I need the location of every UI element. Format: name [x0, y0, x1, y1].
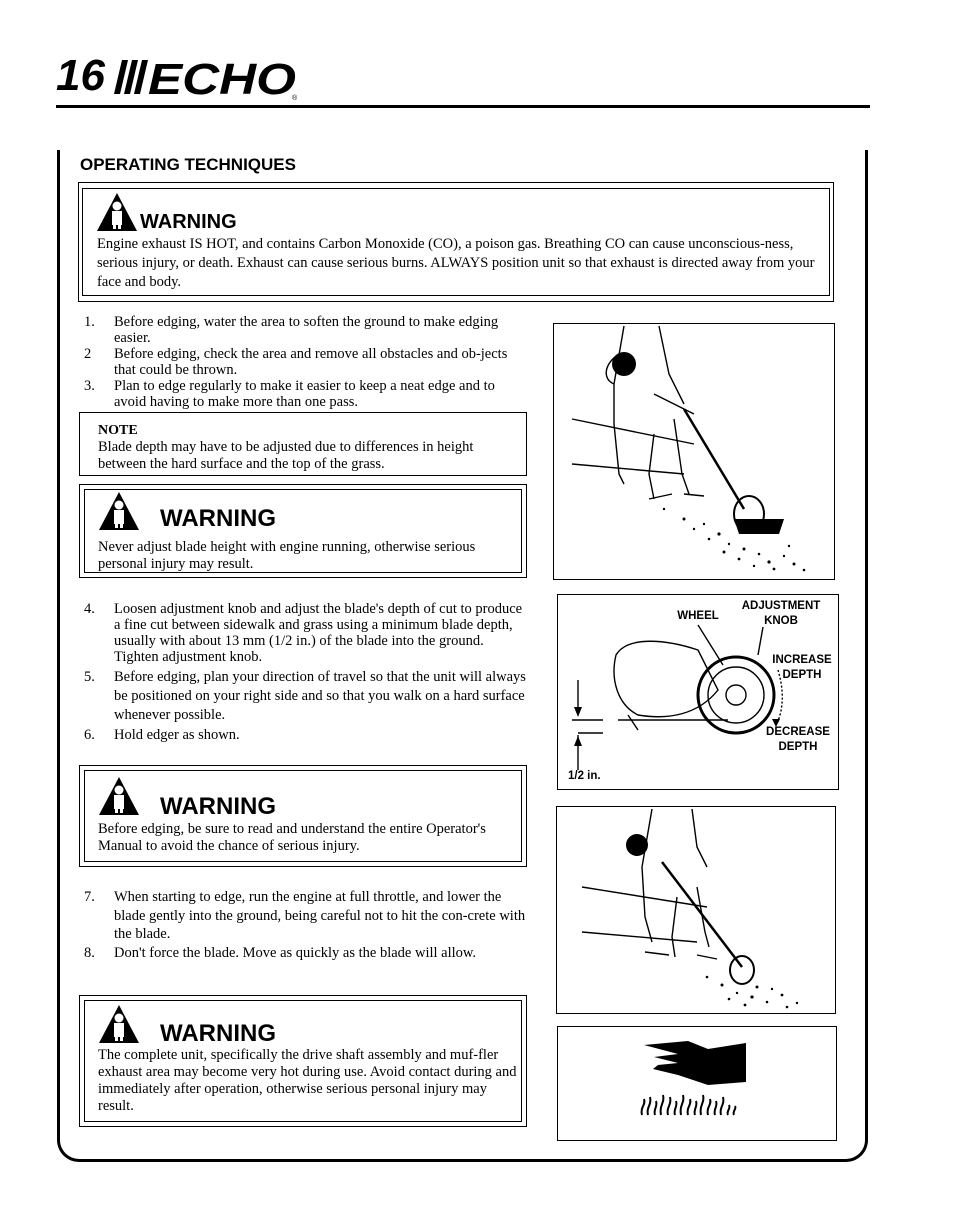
- label-decrease-2: DEPTH: [778, 741, 818, 753]
- figure-depth-adjustment: [557, 594, 839, 790]
- section-title: OPERATING TECHNIQUES: [80, 155, 296, 174]
- warning-box-blade-height: [79, 484, 527, 578]
- svg-text:®: ®: [292, 95, 298, 102]
- label-wheel: WHEEL: [677, 610, 719, 622]
- warning-icon: [98, 491, 140, 536]
- warning-title: WARNING: [140, 211, 237, 233]
- steps-list-1: [84, 314, 530, 410]
- warning-icon: [98, 1004, 140, 1049]
- label-decrease-1: DECREASE: [766, 726, 830, 738]
- warning-icon: [98, 776, 140, 821]
- warning-title: WARNING: [160, 1020, 276, 1047]
- warning-box-read-manual: [79, 765, 527, 867]
- warning-text: The complete unit, specifically the drive shaft assembly and muf-fler exhaust area may become very hot during use. Avoid contact during and immediately after operation, otherwise serious personal injury may result.: [98, 1047, 517, 1114]
- warning-box-hot-unit: [79, 995, 527, 1127]
- page-number: 16: [56, 51, 105, 100]
- list-item: 7. When starting to edge, run the engine at full throttle, and lower the blade gently into the ground, being careful not to hit the con-crete with the blade.: [84, 889, 526, 942]
- list-item: 5. Before edging, plan your direction of travel so that the unit will always be positioned on your right side and so that you walk on a hard surface whenever possible.: [84, 669, 526, 723]
- figure-edging-start: [556, 806, 836, 1014]
- warning-text: Before edging, be sure to read and understand the entire Operator's Manual to avoid the chance of serious injury.: [98, 821, 486, 854]
- list-item: 2 Before edging, check the area and remove all obstacles and ob-jects that could be thrown.: [84, 346, 508, 378]
- label-adjustment-knob-1: ADJUSTMENT: [741, 600, 821, 612]
- label-increase-1: INCREASE: [772, 654, 832, 666]
- list-item: 8. Don't force the blade. Move as quickly as the blade will allow.: [84, 944, 477, 961]
- steps-list-2: [84, 601, 530, 743]
- list-item: 6. Hold edger as shown.: [84, 727, 240, 743]
- list-item: 3. Plan to edge regularly to make it easier to keep a neat edge and to avoid having to make more than one pass.: [84, 378, 495, 410]
- figure-hot-surface: [557, 1026, 837, 1141]
- header-rule: [56, 105, 870, 108]
- list-item: 4. Loosen adjustment knob and adjust the blade's depth of cut to produce a fine cut between sidewalk and grass using a minimum blade depth, usually with about 13 mm (1/2 in.) of the blade into the ground. Tighten adjustment knob.: [84, 601, 523, 665]
- list-item: 1. Before edging, water the area to soften the ground to make edging easier.: [84, 314, 499, 346]
- warning-title: WARNING: [160, 505, 276, 532]
- note-box: [79, 412, 527, 476]
- warning-box-exhaust: [78, 182, 834, 302]
- figure-operator-edging: [553, 323, 835, 580]
- note-text: Blade depth may have to be adjusted due to differences in height between the hard surface and the top of the grass.: [98, 439, 474, 472]
- warning-text: Never adjust blade height with engine running, otherwise serious personal injury may result.: [98, 539, 476, 572]
- echo-logo: [112, 56, 304, 107]
- label-increase-2: DEPTH: [782, 669, 822, 681]
- svg-text:ECHO: ECHO: [148, 56, 296, 102]
- label-adjustment-knob-2: KNOB: [764, 615, 798, 627]
- warning-icon: [96, 192, 138, 237]
- steps-list-3: [84, 888, 530, 962]
- warning-text: Engine exhaust IS HOT, and contains Carbon Monoxide (CO), a poison gas. Breathing CO can cause unconscious-ness, serious injury, or death. Exhaust can cause serious burns. ALWAYS position unit so that exhaust is directed away from your face and body.: [97, 236, 815, 290]
- note-title: NOTE: [98, 423, 138, 438]
- warning-title: WARNING: [160, 793, 276, 820]
- label-half-inch: 1/2 in.: [568, 770, 601, 782]
